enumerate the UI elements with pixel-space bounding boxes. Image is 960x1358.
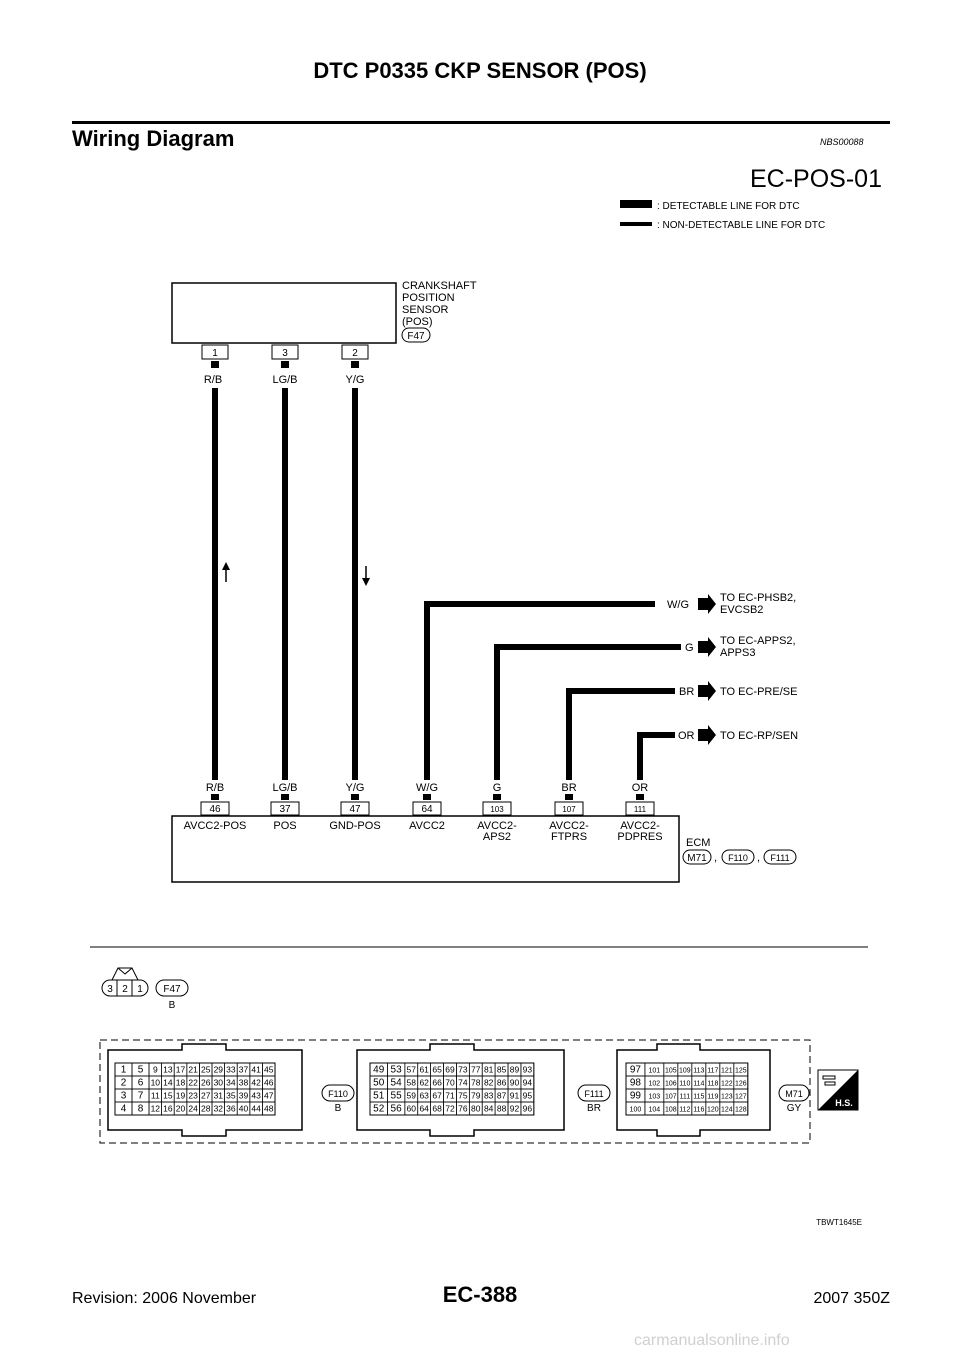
wire-g [497, 647, 681, 780]
svg-text:M71: M71 [687, 853, 707, 864]
ecm-pin-function: FTPRS [550, 831, 588, 843]
connector-pin-number: 65 [432, 1064, 442, 1075]
connector-pin-number: 19 [175, 1090, 186, 1101]
connector-pin-number: 5 [137, 1064, 144, 1076]
connector-pin-number: 52 [373, 1103, 385, 1115]
connector-pin-number: 62 [419, 1077, 429, 1088]
svg-text:F110: F110 [728, 853, 748, 863]
connector-pin-number: 59 [406, 1090, 417, 1101]
connector-pin-number: 88 [496, 1103, 507, 1114]
connector-pin-number: 100 [629, 1106, 642, 1114]
connector-pin-number: 22 [188, 1077, 198, 1088]
svg-text:2: 2 [352, 348, 358, 359]
connector-pin-number: 40 [238, 1103, 249, 1114]
sensor-wire-color-3: Y/G [345, 374, 365, 386]
sensor-wire-color-1: R/B [203, 374, 223, 386]
connector-pin-number: 1 [120, 1064, 127, 1076]
connector-pin-number: 35 [226, 1090, 236, 1101]
sensor-name-line-3: SENSOR [402, 304, 449, 316]
connector-pin-number: 38 [238, 1077, 249, 1088]
connector-pin-number: 60 [406, 1103, 417, 1114]
sensor-pin-1 [202, 345, 228, 359]
legend-nondetectable-label: : NON-DETECTABLE LINE FOR DTC [657, 220, 826, 231]
ecm-connector-m71 [683, 850, 711, 864]
legend-nondetectable-swatch [620, 222, 652, 226]
ecm-pin-wire-color: W/G [416, 782, 438, 794]
svg-text:2: 2 [122, 984, 128, 995]
ecm-pin-wire-color: OR [631, 782, 649, 794]
crankshaft-sensor-box [172, 283, 396, 343]
ecm-pin-wire-color: G [492, 782, 502, 794]
connector-pin-number: 105 [664, 1067, 677, 1075]
connector-pin-number: 79 [471, 1090, 481, 1101]
sensor-name-line-4: (POS) [402, 316, 433, 328]
f111-connector-label [578, 1085, 610, 1114]
connector-pin-number: 102 [648, 1080, 661, 1088]
ecm-pin [477, 782, 517, 843]
branch-arrow-icon [698, 637, 716, 657]
connector-pin-number: 115 [693, 1093, 705, 1101]
connector-pin-number: 10 [150, 1077, 161, 1088]
connector-pin-number: 21 [188, 1064, 198, 1075]
ecm-pin-number: 111 [633, 805, 647, 814]
connector-pin-number: 120 [706, 1106, 719, 1114]
connector-pin-number: 75 [458, 1090, 468, 1101]
ecm-pin-wire-color: LG/B [272, 782, 298, 794]
connector-pin-number: 124 [720, 1106, 733, 1114]
connector-pin-number: 12 [150, 1103, 161, 1114]
ecm-pin [329, 782, 380, 832]
connector-pin-number: 118 [707, 1080, 719, 1088]
connector-pin-number: 96 [522, 1103, 533, 1114]
connector-pin-number: 54 [390, 1077, 402, 1089]
connector-pin-number: 14 [163, 1077, 173, 1088]
connector-pin-number: 43 [251, 1090, 261, 1101]
connector-pin-number: 63 [419, 1090, 429, 1101]
connector-pin-number: 73 [458, 1064, 468, 1075]
svg-text:1: 1 [212, 348, 218, 359]
footer-revision: Revision: 2006 November [72, 1290, 257, 1307]
footer-model: 2007 350Z [813, 1290, 890, 1307]
connector-pin-number: 67 [432, 1090, 442, 1101]
branch-dest-g-2: APPS3 [720, 647, 756, 659]
svg-text:B: B [168, 1000, 176, 1011]
connector-pin-number: 66 [432, 1077, 442, 1088]
ecm-pin-wire-color: R/B [205, 782, 225, 794]
connector-pin-grids [115, 1063, 748, 1115]
connector-pin-number: 119 [707, 1093, 719, 1101]
connector-pin-number: 37 [238, 1064, 249, 1075]
legend-detectable-swatch [620, 200, 652, 208]
connector-pin-number: 56 [390, 1103, 402, 1115]
svg-text:GY: GY [786, 1103, 802, 1114]
ecm-pin-function: APS2 [482, 831, 512, 843]
connector-pin-number: 114 [693, 1080, 705, 1088]
connector-pin-number: 32 [213, 1103, 224, 1114]
m71-connector-label [779, 1085, 809, 1114]
connector-pin-number: 9 [152, 1064, 158, 1075]
connector-pin-number: 113 [693, 1067, 705, 1075]
footer-page-number: EC-388 [442, 1282, 518, 1307]
sensor-pin-3 [272, 345, 298, 359]
ecm-pin-number: 47 [349, 804, 361, 815]
connector-pin-number: 91 [509, 1090, 520, 1101]
ecm-connector-f111 [764, 850, 796, 864]
connector-pin-number: 49 [373, 1064, 385, 1076]
connector-pin-number: 86 [496, 1077, 507, 1088]
connector-pin-number: 76 [458, 1103, 468, 1114]
ecm-pin-number: 64 [421, 804, 433, 815]
connector-pin-number: 82 [483, 1077, 494, 1088]
connector-pin-number: 80 [471, 1103, 481, 1114]
connector-pin-number: 41 [251, 1064, 261, 1075]
svg-text:B: B [334, 1103, 342, 1114]
branch-arrow-icon [698, 725, 716, 745]
arrow-up-icon [222, 562, 230, 582]
ecm-pin-wire-color: Y/G [345, 782, 365, 794]
branch-dest-br: TO EC-PRE/SE [720, 686, 798, 698]
branch-arrow-icon [698, 681, 716, 701]
connector-pin-number: 92 [509, 1103, 520, 1114]
connector-pin-number: 8 [137, 1103, 144, 1115]
ecm-pin [271, 782, 299, 832]
connector-pin-number: 39 [238, 1090, 249, 1101]
connector-pin-number: 28 [200, 1103, 211, 1114]
connector-pin-number: 50 [373, 1077, 385, 1089]
connector-pin-number: 3 [120, 1090, 127, 1102]
connector-pin-number: 17 [175, 1064, 186, 1075]
connector-pin-number: 87 [496, 1090, 507, 1101]
connector-pin-number: 30 [213, 1077, 224, 1088]
sensor-wire-color-2: LG/B [272, 374, 298, 386]
connector-pin-number: 24 [188, 1103, 198, 1114]
connector-pin-number: 110 [679, 1080, 691, 1088]
connector-pin-number: 126 [734, 1080, 747, 1088]
connector-pin-number: 13 [163, 1064, 173, 1075]
connector-pin-number: 70 [445, 1077, 455, 1088]
connector-pin-number: 58 [406, 1077, 417, 1088]
connector-pin-number: 83 [483, 1090, 494, 1101]
connector-pin-number: 31 [213, 1090, 224, 1101]
connector-pin-number: 57 [406, 1064, 417, 1075]
connector-pin-number: 46 [263, 1077, 274, 1088]
connector-pin-number: 23 [188, 1090, 198, 1101]
connector-pin-number: 15 [163, 1090, 173, 1101]
ecm-pin-function: AVCC2- [620, 820, 660, 832]
connector-pin-number: 4 [120, 1103, 127, 1115]
connector-pin-number: 47 [263, 1090, 274, 1101]
branch-arrow-icon [698, 594, 716, 614]
ecm-pin-number: 103 [490, 805, 504, 814]
connector-pin-number: 97 [629, 1064, 642, 1076]
ecm-pin [617, 782, 662, 843]
connector-pin-number: 71 [445, 1090, 455, 1101]
connector-pin-number: 34 [226, 1077, 236, 1088]
ecm-pin-function: AVCC2-POS [183, 820, 247, 832]
hs-badge-label: H.S. [835, 1098, 853, 1108]
connector-pin-number: 81 [483, 1064, 494, 1075]
svg-text:F110: F110 [328, 1089, 348, 1099]
ecm-pin-wire-color: BR [561, 782, 577, 794]
connector-pin-number: 74 [458, 1077, 468, 1088]
connector-pin-number: 111 [679, 1093, 691, 1101]
sensor-name-line-1: CRANKSHAFT [402, 280, 477, 292]
connector-pin-number: 122 [720, 1080, 733, 1088]
connector-pin-number: 109 [678, 1067, 691, 1075]
svg-text:F111: F111 [584, 1089, 604, 1099]
connector-pin-number: 48 [263, 1103, 274, 1114]
connector-pin-number: 55 [390, 1090, 402, 1102]
branch-wire-w-g: W/G [667, 599, 689, 611]
connector-pin-number: 123 [720, 1093, 733, 1101]
ecm-connector-f110 [722, 850, 754, 864]
ecm-pin [184, 782, 247, 832]
connector-pin-number: 6 [137, 1077, 144, 1089]
connector-pin-number: 69 [445, 1064, 455, 1075]
svg-text:F111: F111 [770, 853, 790, 863]
connector-pin-number: 72 [445, 1103, 455, 1114]
branch-dest-g-1: TO EC-APPS2, [720, 635, 796, 647]
page-header-title: DTC P0335 CKP SENSOR (POS) [313, 58, 647, 83]
connector-pin-number: 20 [175, 1103, 186, 1114]
svg-text:1: 1 [137, 984, 143, 995]
connector-pin-number: 128 [734, 1106, 747, 1114]
connector-pin-number: 116 [693, 1106, 705, 1114]
ecm-pin-function: AVCC2- [477, 820, 517, 832]
connector-pin-number: 104 [648, 1106, 661, 1114]
ecm-pin-group [184, 782, 663, 843]
connector-pin-number: 94 [522, 1077, 533, 1088]
watermark: carmanualsonline.info [634, 1332, 790, 1349]
ecm-pin-number: 46 [209, 804, 221, 815]
ecm-pin-function: POS [273, 820, 297, 832]
connector-pin-number: 127 [734, 1093, 747, 1101]
connector-pin-number: 18 [175, 1077, 186, 1088]
svg-text:M71: M71 [785, 1089, 803, 1099]
ecm-connector-separator: , [757, 852, 761, 864]
m71-pin-grid [626, 1063, 748, 1115]
branch-wire-g: G [685, 642, 694, 654]
ecm-pin-function: AVCC2- [549, 820, 589, 832]
ecm-pin [409, 782, 445, 832]
connector-pin-number: 36 [226, 1103, 236, 1114]
ecm-pin-number: 107 [562, 805, 576, 814]
hs-badge-icon [818, 1070, 858, 1110]
ecm-pin-function: PDPRES [617, 831, 663, 843]
connector-pin-number: 125 [734, 1067, 747, 1075]
ecm-connector-separator: , [714, 852, 718, 864]
connector-pin-number: 51 [373, 1090, 385, 1102]
svg-text:3: 3 [107, 984, 113, 995]
sensor-connector-id: F47 [407, 331, 425, 342]
branch-dest-w-g-2: EVCSB2 [720, 604, 764, 616]
sensor-pin-2 [342, 345, 368, 359]
svg-text:3: 3 [282, 348, 288, 359]
connector-pin-number: 33 [226, 1064, 236, 1075]
connector-pin-number: 107 [664, 1093, 677, 1101]
connector-pin-number: 68 [432, 1103, 442, 1114]
connector-pin-number: 45 [263, 1064, 274, 1075]
connector-pin-number: 16 [163, 1103, 173, 1114]
connector-pin-number: 89 [509, 1064, 520, 1075]
connector-pin-number: 25 [200, 1064, 211, 1075]
connector-pin-number: 117 [707, 1067, 719, 1075]
connector-pin-number: 2 [120, 1077, 127, 1089]
f111-pin-grid [370, 1063, 534, 1115]
connector-pin-number: 106 [664, 1080, 677, 1088]
connector-pin-number: 61 [419, 1064, 429, 1075]
connector-pin-number: 98 [629, 1077, 642, 1089]
f110-connector-label [322, 1085, 354, 1114]
f110-pin-grid [115, 1063, 275, 1115]
svg-text:F47: F47 [163, 984, 181, 995]
connector-pin-number: 99 [629, 1090, 642, 1102]
connector-pin-number: 121 [720, 1067, 733, 1075]
connector-pin-number: 78 [471, 1077, 481, 1088]
connector-pin-number: 11 [150, 1090, 160, 1101]
wire-or [640, 735, 675, 780]
diagram-id: EC-POS-01 [750, 165, 882, 193]
figure-code: TBWT1645E [816, 1218, 862, 1227]
section-title: Wiring Diagram [72, 126, 235, 151]
connector-pin-number: 64 [419, 1103, 429, 1114]
connector-pin-number: 26 [200, 1077, 211, 1088]
svg-text:BR: BR [587, 1103, 601, 1114]
connector-pin-number: 112 [679, 1106, 691, 1114]
connector-pin-number: 101 [648, 1067, 661, 1075]
connector-pin-number: 77 [471, 1064, 481, 1075]
connector-pin-number: 84 [483, 1103, 494, 1114]
branch-wire-br: BR [679, 686, 695, 698]
f47-connector-view [102, 968, 188, 1011]
connector-pin-number: 108 [664, 1106, 677, 1114]
connector-pin-number: 29 [213, 1064, 224, 1075]
ecm-pin-function: AVCC2 [409, 820, 445, 832]
connector-pin-number: 7 [137, 1090, 144, 1102]
arrow-down-icon [362, 566, 370, 586]
connector-pin-number: 93 [522, 1064, 533, 1075]
connector-pin-number: 42 [251, 1077, 261, 1088]
ecm-label: ECM [686, 837, 711, 849]
connector-pin-number: 27 [200, 1090, 211, 1101]
branch-dest-w-g-1: TO EC-PHSB2, [720, 592, 797, 604]
legend-detectable-label: : DETECTABLE LINE FOR DTC [657, 201, 800, 212]
branch-wire-or: OR [678, 730, 695, 742]
ecm-pin-number: 37 [279, 804, 291, 815]
connector-pin-number: 85 [496, 1064, 507, 1075]
section-code: NBS00088 [820, 137, 864, 147]
connector-pin-number: 44 [251, 1103, 261, 1114]
connector-pin-number: 90 [509, 1077, 520, 1088]
connector-pin-number: 103 [648, 1093, 661, 1101]
ecm-pin-function: GND-POS [329, 820, 381, 832]
sensor-name-line-2: POSITION [402, 292, 455, 304]
ecm-pin [549, 782, 589, 843]
connector-pin-number: 53 [390, 1064, 402, 1076]
branch-dest-or: TO EC-RP/SEN [720, 730, 799, 742]
connector-pin-number: 95 [522, 1090, 533, 1101]
